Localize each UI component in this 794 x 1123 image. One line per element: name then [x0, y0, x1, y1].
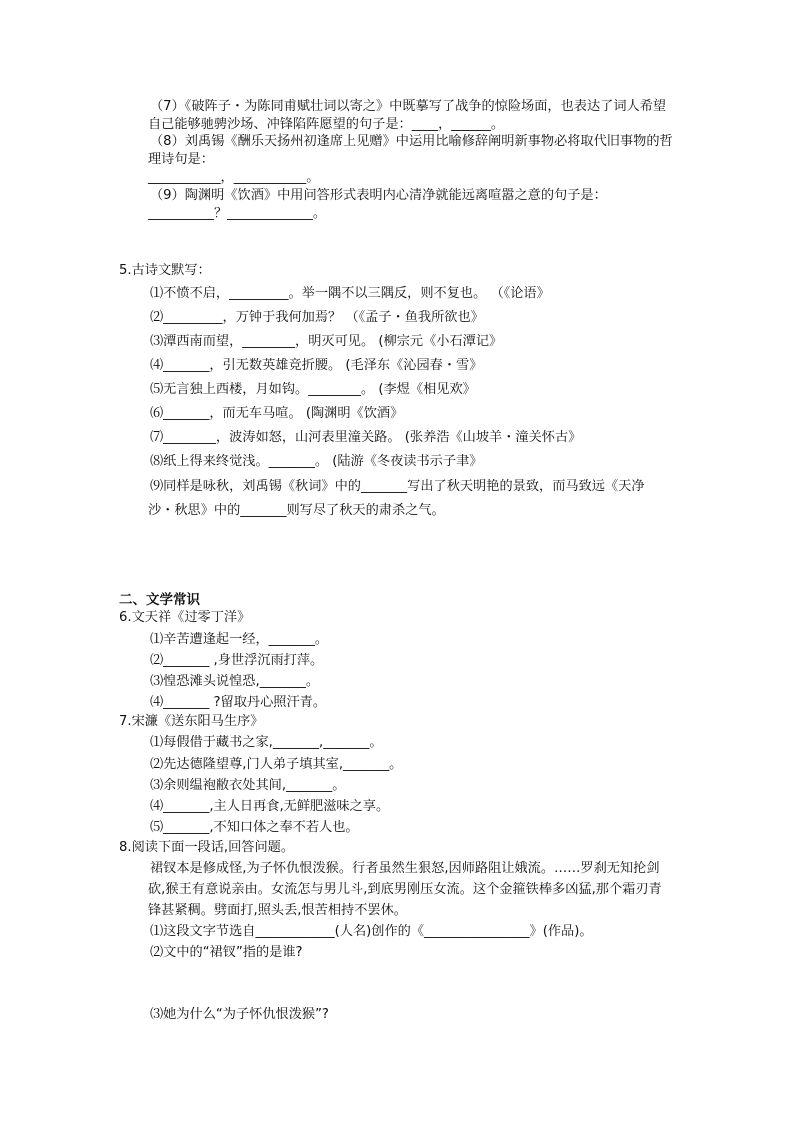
section5-item-1: ⑴不愤不启，_________。举一隅不以三隅反，则不复也。 （《论语》 [150, 286, 550, 301]
section5-item-4: ⑷_______，引无数英雄竞折腰。 (毛泽东《沁园春・雪》 [150, 358, 483, 373]
q8-title: 8.阅读下面一段话,回答问题。 [119, 840, 295, 855]
q8-cont-line-1: （8）刘禹锡《酬乐天扬州初逢席上见赠》中运用比喻修辞阐明新事物必将取代旧事物的哲 [150, 134, 673, 149]
section5-item-6: ⑹_______，而无车马喧。 (陶渊明《饮酒》 [150, 406, 404, 421]
q7-item-5: ⑸_______,不知口体之奉不若人也。 [150, 820, 359, 835]
q7-cont-line-1: （7）《破阵子・为陈同甫赋壮词以寄之》中既摹写了战争的惊险场面，也表达了词人希望 [150, 99, 667, 114]
q6-item-4: ⑷_______ ?留取丹心照汗青。 [150, 695, 327, 710]
q9-cont-blanks: __________？_____________。 [148, 206, 327, 221]
q6-item-1: ⑴辛苦遭逢起一经，_______。 [150, 632, 329, 647]
q7-item-4: ⑷_______,主人日再食,无鲜肥滋味之享。 [150, 799, 390, 814]
q8-cont-blanks: ___________，___________。 [148, 170, 320, 185]
q7-cont-line-2: 自己能够驰骋沙场、冲锋陷阵愿望的句子是：____，______。 [148, 117, 505, 132]
q8-question-1: ⑴这段文字节选自____________(人名)创作的《________________》(作品)。 [150, 924, 593, 939]
section2-heading: 二、文学常识 [119, 592, 200, 608]
q7-item-1: ⑴每假借于藏书之家,_______,_______。 [150, 735, 383, 750]
section5-item-9-line-2: 沙・秋思》中的_______则写尽了秋天的肃杀之气。 [148, 503, 445, 518]
q8-passage-line-1: 裙钗本是修成怪,为子怀仇恨泼猴。行者虽然生狠怒,因师路阻让娥流。……罗刹无知抡剑 [150, 861, 660, 876]
section5-item-5: ⑸无言独上西楼，月如钩。________。 (李煜《相见欢》 [150, 382, 476, 397]
q8-passage-line-3: 锋甚紧稠。劈面打,照头丢,恨苦相持不罢休。 [148, 903, 407, 918]
q6-item-3: ⑶惶恐滩头说惶恐,_______。 [150, 674, 320, 689]
section5-title: 5.古诗文默写： [119, 263, 211, 278]
q8-passage-line-2: 砍,猴王有意说亲由。女流怎与男儿斗,到底男刚压女流。这个金箍铁棒多凶猛,那个霜刃青 [148, 882, 662, 897]
q6-title: 6.文天祥《过零丁洋》 [119, 610, 251, 625]
section5-item-2: ⑵_________，万钟于我何加焉？ （《孟子・鱼我所欲也》 [150, 310, 484, 325]
q7-title: 7.宋濂《送东阳马生序》 [119, 714, 264, 729]
q7-item-3: ⑶余则缊袍敝衣处其间,_______。 [150, 778, 346, 793]
section5-item-8: ⑻纸上得来终觉浅。_______。 (陆游《冬夜读书示子聿》 [150, 454, 483, 469]
q8-question-2: ⑵文中的“裙钗”指的是谁? [150, 945, 303, 960]
q7-item-2: ⑵先达德隆望尊,门人弟子填其室,_______。 [150, 757, 403, 772]
q8-question-3: ⑶她为什么“为子怀仇恨泼猴”? [150, 1007, 329, 1022]
section5-item-3: ⑶潭西南而望，________，明灭可见。 (柳宗元《小石潭记》 [150, 334, 503, 349]
q9-cont-line-1: （9）陶渊明《饮酒》中用问答形式表明内心清净就能远离喧嚣之意的句子是： [150, 188, 607, 203]
section5-item-9-line-1: ⑼同样是咏秋，刘禹锡《秋词》中的_______写出了秋天明艳的景致，而马致远《天净 [150, 479, 645, 494]
section5-item-7: ⑺________，波涛如怒，山河表里潼关路。 (张养浩《山坡羊・潼关怀古》 [150, 430, 582, 445]
q6-item-2: ⑵_______ ,身世浮沉雨打萍。 [150, 653, 324, 668]
q8-cont-line-2: 理诗句是： [148, 152, 214, 167]
